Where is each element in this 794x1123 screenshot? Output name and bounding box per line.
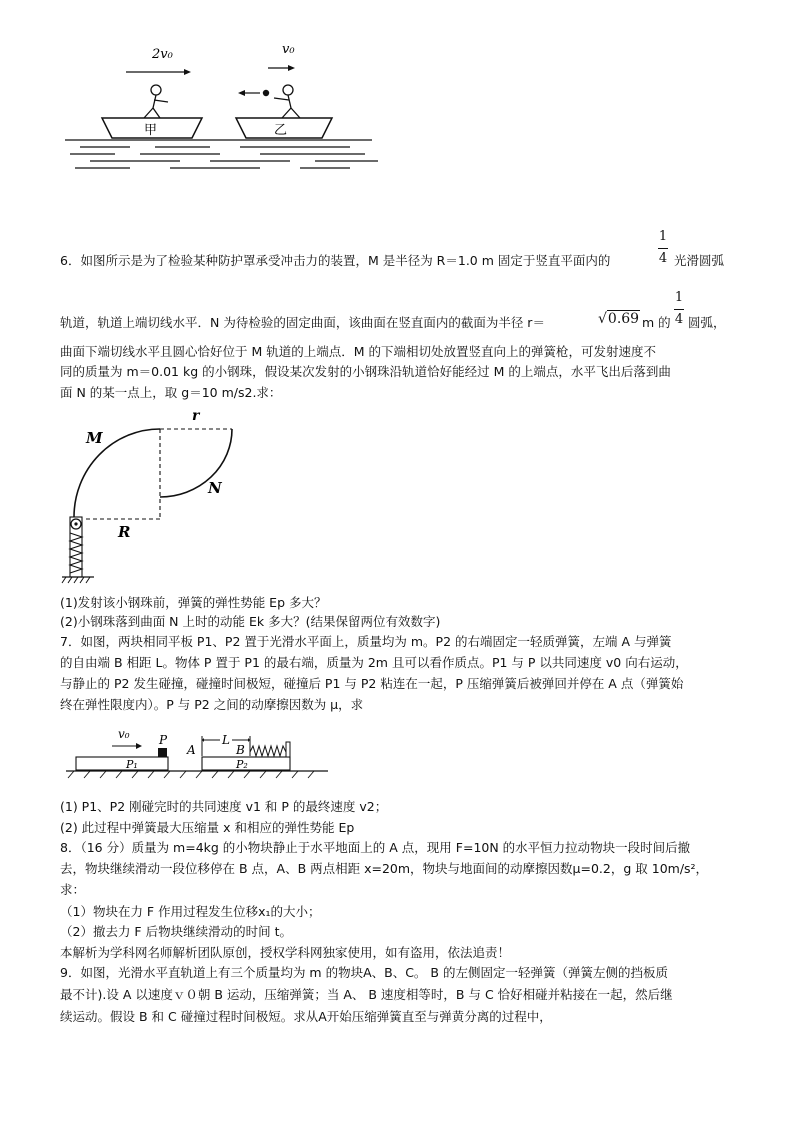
q7-line3: 与静止的 P2 发生碰撞，碰撞时间极短，碰撞后 P1 与 P2 粘连在一起，P 压缩弹簧后被弹回并停在 A 点（弹簧始 <box>60 676 684 691</box>
label-r: r <box>192 408 200 424</box>
q8-line2: 去，物块继续滑动一段位移停在 B 点，A、B 两点相距 x=20m，物块与地面间的动摩擦因数μ=0.2，g 取 10m/s²， <box>60 861 709 876</box>
q6-line2-end: 圆弧， <box>688 315 726 330</box>
q9-line3: 续运动。假设 B 和 C 碰撞过程时间极短。求从A开始压缩弹簧直至与弹黄分离的过程中， <box>60 1009 552 1024</box>
q6-frac2-num: 1 <box>674 290 684 305</box>
label-L: L <box>222 733 230 747</box>
q6-frac2-den: 4 <box>674 312 684 327</box>
q7-sub1: (1) P1、P2 刚碰完时的共同速度 v1 和 P 的最终速度 v2； <box>60 799 388 814</box>
label-P: P <box>159 733 168 747</box>
q6-frac1-den: 4 <box>658 251 668 266</box>
person-left <box>144 85 168 118</box>
q8-notice: 本解析为学科网名师解析团队原创，授权学科网独家使用，如有盗用，依法追责！ <box>60 945 511 960</box>
q6-sub2: (2)小钢珠落到曲面 N 上时的动能 Ek 多大？(结果保留两位有效数字) <box>60 614 441 629</box>
q8-line3: 求： <box>60 882 86 897</box>
q9-line2: 最不计).设 A 以速度ｖ０朝 B 运动，压缩弹簧；当 A、 B 速度相等时，B 与 C 恰好相碰并粘接在一起，然后继 <box>60 987 673 1002</box>
arc-figure <box>60 405 260 585</box>
q7-line2: 的自由端 B 相距 L。物体 P 置于 P1 的最右端，质量为 2m 且可以看作质点。P1 与 P 以共同速度 v0 向右运动， <box>60 655 688 670</box>
label-A: A <box>187 743 196 757</box>
q6-frac1-num: 1 <box>658 229 668 244</box>
label-N: N <box>208 479 222 497</box>
q6-line2: 轨道，轨道上端切线水平．N 为待检验的固定曲面，该曲面在竖直面内的截面为半径 r＝ <box>60 315 545 330</box>
q7-line4: 终在弹性限度内）。P 与 P2 之间的动摩擦因数为 μ，求 <box>60 697 364 712</box>
q6-frac1-bar <box>658 248 668 249</box>
ball <box>263 90 269 96</box>
plates-figure <box>60 722 340 782</box>
q6-line2-mid: m 的 <box>642 315 671 330</box>
q6-line1-end: 光滑圆弧 <box>674 253 725 268</box>
person-right <box>274 85 300 118</box>
q8-sub2: （2）撤去力 F 后物块继续滑动的时间 t。 <box>60 924 292 939</box>
plate-P1 <box>76 757 168 770</box>
q6-sqrt: √0.69 <box>598 311 640 327</box>
label-v0: v₀ <box>118 727 130 741</box>
q8-line1: 8．（16 分）质量为 m=4kg 的小物块静止于水平地面上的 A 点，现用 F=10N 的水平恒力拉动物块一段时间后撤 <box>60 840 691 855</box>
block-P <box>158 748 167 757</box>
plate-spring <box>250 746 286 756</box>
v-left-label: 2v₀ <box>152 47 173 62</box>
boat-right-label: 乙 <box>274 123 288 138</box>
q6-sqrt-value: 0.69 <box>607 311 640 327</box>
label-M: M <box>86 429 103 447</box>
label-R: R <box>118 523 131 541</box>
q7-sub2: (2) 此过程中弹簧最大压缩量 x 和相应的弹性势能 Ep <box>60 820 355 835</box>
q6-sub1: (1)发射该小钢珠前，弹簧的弹性势能 Ep 多大？ <box>60 595 327 610</box>
label-P1: P₁ <box>126 758 138 771</box>
q6-line3: 曲面下端切线水平且圆心恰好位于 M 轨道的上端点．M 的下端相切处放置竖直向上的弹簧枪，可发射速度不 <box>60 344 656 359</box>
q7-line1: 7．如图，两块相同平板 P1、P2 置于光滑水平面上，质量均为 m。P2 的右端固定一轻质弹簧，左端 A 与弹簧 <box>60 634 672 649</box>
q6-line5: 面 N 的某一点上，取 g＝10 m/s2.求： <box>60 385 282 400</box>
v-right-label: v₀ <box>282 42 295 57</box>
label-B: B <box>236 743 245 757</box>
q6-line4: 同的质量为 m＝0.01 kg 的小钢珠，假设某次发射的小钢珠沿轨道恰好能经过 M 的上端点，水平飞出后落到曲 <box>60 364 671 379</box>
q6-frac2-bar <box>674 309 684 310</box>
label-P2: P₂ <box>236 758 248 771</box>
boat-left-label: 甲 <box>144 123 158 138</box>
water-lines <box>65 140 378 168</box>
q6-line1: 6．如图所示是为了检验某种防护罩承受冲击力的装置，M 是半径为 R＝1.0 m 固定于竖直平面内的 <box>60 253 611 268</box>
spring <box>70 533 82 573</box>
boats-figure <box>60 38 390 173</box>
q8-sub1: （1）物块在力 F 作用过程发生位移x₁的大小； <box>60 904 321 919</box>
q9-line1: 9．如图，光滑水平直轨道上有三个质量均为 m 的物块A、B、C。 B 的左侧固定一轻弹簧（弹簧左侧的挡板质 <box>60 965 668 980</box>
